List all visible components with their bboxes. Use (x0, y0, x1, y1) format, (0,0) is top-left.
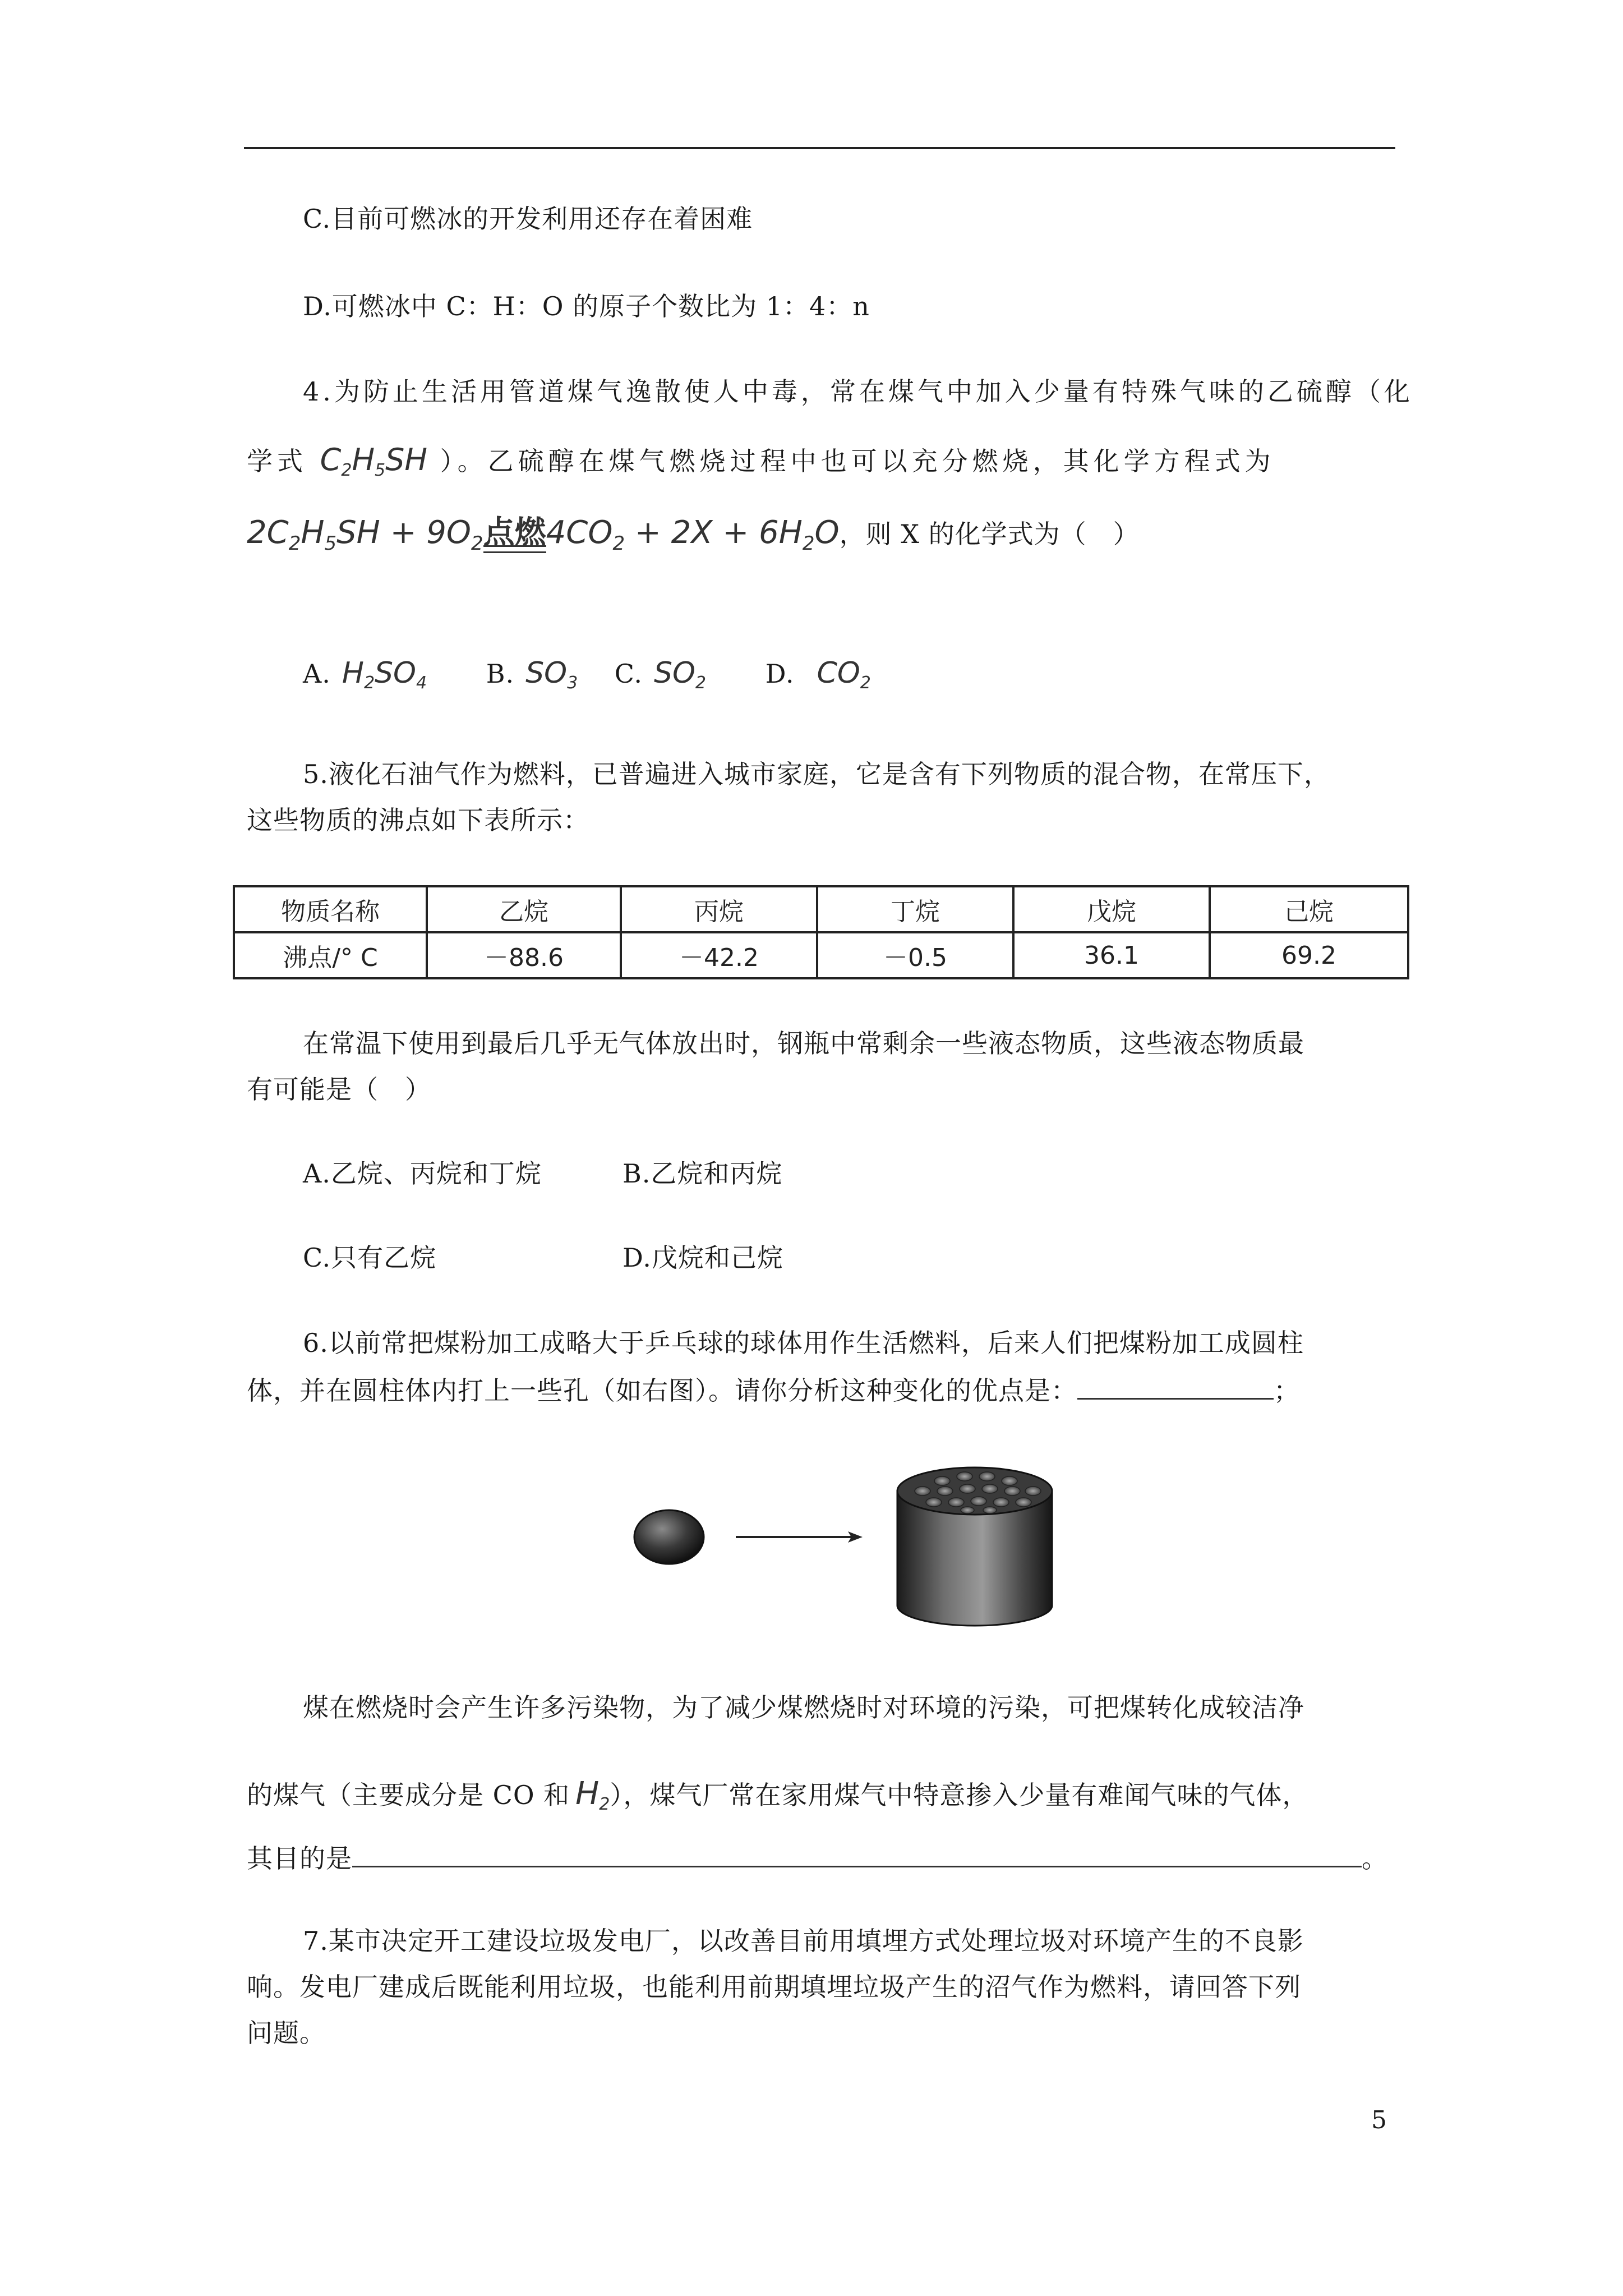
q5-question-line-2: 有可能是（ ） (247, 1074, 431, 1105)
q5-option-d: D.戊烷和己烷 (623, 1243, 783, 1273)
q4-option-c-label: C. (614, 659, 643, 689)
q6-line-1: 6.以前常把煤粉加工成略大于乒乓球的球体用作生活燃料，后来人们把煤粉加工成圆柱 (303, 1328, 1304, 1358)
q4-option-a-formula: $H_2SO_4$ (342, 656, 427, 693)
q5-question-line-1: 在常温下使用到最后几乎无气体放出时，钢瓶中常剩余一些液态物质，这些液态物质最 (303, 1028, 1304, 1059)
q7-line-3: 问题。 (247, 2018, 326, 2048)
q4-option-c-formula: $SO_2$ (653, 656, 707, 693)
table-cell: 戊烷 (1013, 886, 1210, 932)
coal-figure (628, 1458, 1077, 1627)
q6-para2-line-3-end: 。 (1362, 1843, 1388, 1874)
page-number: 5 (1371, 2106, 1387, 2134)
q5-option-a: A.乙烷、丙烷和丁烷 (303, 1158, 542, 1189)
q6-para2-line-1: 煤在燃烧时会产生许多污染物，为了减少煤燃烧时对环境的污染，可把煤转化成较洁净 (303, 1692, 1304, 1723)
q7-line-2: 响。发电厂建成后既能利用垃圾，也能利用前期填埋垃圾产生的沼气作为燃料，请回答下列 (247, 1972, 1301, 2002)
table-cell: 乙烷 (427, 886, 621, 932)
q6-para2-line-2-suffix: ），煤气厂常在家用煤气中特意掺入少量有难闻气味的气体， (610, 1780, 1309, 1810)
hydrogen-formula: $H_2$ (575, 1775, 610, 1814)
q4-line-1: 4.为防止生活用管道煤气逸散使人中毒，常在煤气中加入少量有特殊气味的乙硫醇（化 (303, 376, 1413, 407)
q7-line-1: 7.某市决定开工建设垃圾发电厂，以改善目前用填埋方式处理垃圾对环境产生的不良影 (303, 1926, 1304, 1956)
table-cell: －42.2 (621, 932, 817, 978)
table-row (234, 932, 1408, 978)
table-cell: 69.2 (1210, 932, 1408, 978)
q4-line-3-suffix: ，则 X 的化学式为（ ） (839, 519, 1140, 549)
q4-line-2 (247, 443, 1275, 478)
q6-para2-line-2-prefix: 的煤气（主要成分是 CO 和 (247, 1780, 570, 1810)
table-cell: 物质名称 (234, 886, 427, 932)
q6-para2-line-3 (247, 1840, 1388, 1875)
honeycomb-briquette (897, 1467, 1052, 1626)
q6-para2-line-2 (247, 1777, 1308, 1812)
q4-line-2-prefix: 学式 (247, 446, 307, 476)
q6-line-2-text: 体，并在圆柱体内打上一些孔（如右图）。请你分析这种变化的优点是： (247, 1375, 1077, 1406)
table-cell: 己烷 (1210, 886, 1408, 932)
table-cell: 36.1 (1013, 932, 1210, 978)
table-cell: －0.5 (817, 932, 1013, 978)
q4-option-d-formula: $CO_2$ (817, 656, 871, 693)
answer-blank-advantage[interactable] (1077, 1372, 1274, 1400)
q6-para2-line-3-prefix: 其目的是 (247, 1843, 352, 1874)
q3-option-c: C.目前可燃冰的开发利用还存在着困难 (303, 204, 753, 234)
header-rule (244, 147, 1395, 149)
q6-line-2-end: ； (1274, 1375, 1300, 1406)
q4-options (303, 656, 871, 691)
coal-ball (634, 1510, 704, 1564)
q3-option-d: D.可燃冰中 C：H：O 的原子个数比为 1：4：n (303, 291, 870, 321)
q6-line-2 (247, 1372, 1300, 1407)
q4-option-b-formula: $SO_3$ (525, 656, 578, 693)
table-cell: 丙烷 (621, 886, 817, 932)
table-cell: 丁烷 (817, 886, 1013, 932)
q4-line-3 (247, 514, 1140, 555)
reaction-condition: 点燃 (483, 514, 546, 551)
q4-line-2-suffix: ）。乙硫醇在煤气燃烧过程中也可以充分燃烧，其化学方程式为 (440, 446, 1275, 476)
q5-line-2: 这些物质的沸点如下表所示： (247, 805, 589, 835)
q4-option-d-label: D. (765, 659, 795, 689)
q5-option-b: B.乙烷和丙烷 (623, 1158, 783, 1189)
ethanethiol-formula: $C_2H_5SH$ (320, 442, 428, 480)
q5-option-c: C.只有乙烷 (303, 1243, 437, 1273)
table-cell: －88.6 (427, 932, 621, 978)
q4-option-b-label: B. (486, 659, 515, 689)
combustion-equation: $2C_2H_5SH + 9O_2$点燃$4CO_2 + 2X + 6H_2O$ (247, 514, 840, 555)
answer-blank-purpose[interactable] (352, 1840, 1362, 1867)
table-cell: 沸点/° C (234, 932, 427, 978)
boiling-point-table (233, 885, 1409, 979)
arrow-icon (736, 1531, 863, 1543)
table-header-row (234, 886, 1408, 932)
q4-option-a-label: A. (303, 659, 331, 689)
q5-line-1: 5.液化石油气作为燃料，已普遍进入城市家庭，它是含有下列物质的混合物，在常压下， (303, 759, 1330, 789)
